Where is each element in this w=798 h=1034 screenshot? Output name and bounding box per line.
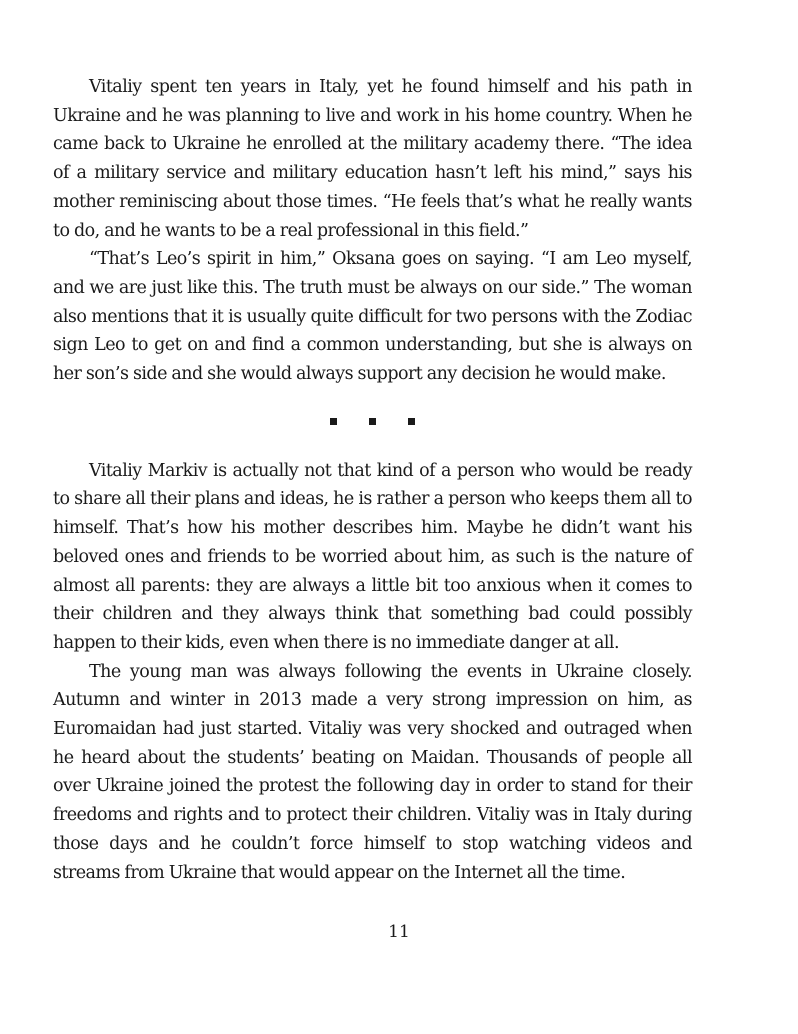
separator-square — [369, 418, 376, 425]
separator-square — [408, 418, 415, 425]
paragraph: Vitaliy Markiv is actually not that kind of a person who would be ready to share all their plans and ideas, he is rather a person who keeps them all to himself. That’s how his mother describes him. Maybe he didn’t want his beloved ones and friends to be worried about him, as such is the nature of almost all parents: they are always a little bit too anxious when it comes to their children and they always think that something bad could possibly happen to their kids, even when there is no immediate danger at all. — [53, 460, 692, 653]
page-number: 11 — [388, 922, 410, 942]
section-separator — [53, 408, 692, 436]
paragraph: Vitaliy spent ten years in Italy, yet he found himself and his path in Ukraine and he was planning to live and work in his home country. When he came back to Ukraine he enrolled at the military academy there. “The idea of a military service and military education hasn’t left his mind,” says his mother reminiscing about those times. “He feels that’s what he really wants to do, and he wants to be a real professional in this field.” — [53, 77, 692, 241]
paragraph: The young man was always following the events in Ukraine closely. Autumn and winter in 2013 made a very strong impression on him, as Euromaidan had just started. Vitaliy was very shocked and outraged when he heard about the students’ beating on Maidan. Thousands of people all over Ukraine joined the protest the following day in order to stand for their freedoms and rights and to protect their children. Vitaliy was in Italy during those days and he couldn’t force himself to stop watching videos and streams from Ukraine that would appear on the Internet all the time. — [53, 661, 692, 883]
separator-square — [330, 418, 337, 425]
paragraph: “That’s Leo’s spirit in him,” Oksana goes on saying. “I am Leo myself, and we are just like this. The truth must be always on our side.” The woman also mentions that it is usually quite difficult for two persons with the Zodiac sign Leo to get on and find a common understanding, but she is always on her son’s side and she would always support any decision he would make. — [53, 249, 692, 385]
page-body — [53, 73, 692, 887]
